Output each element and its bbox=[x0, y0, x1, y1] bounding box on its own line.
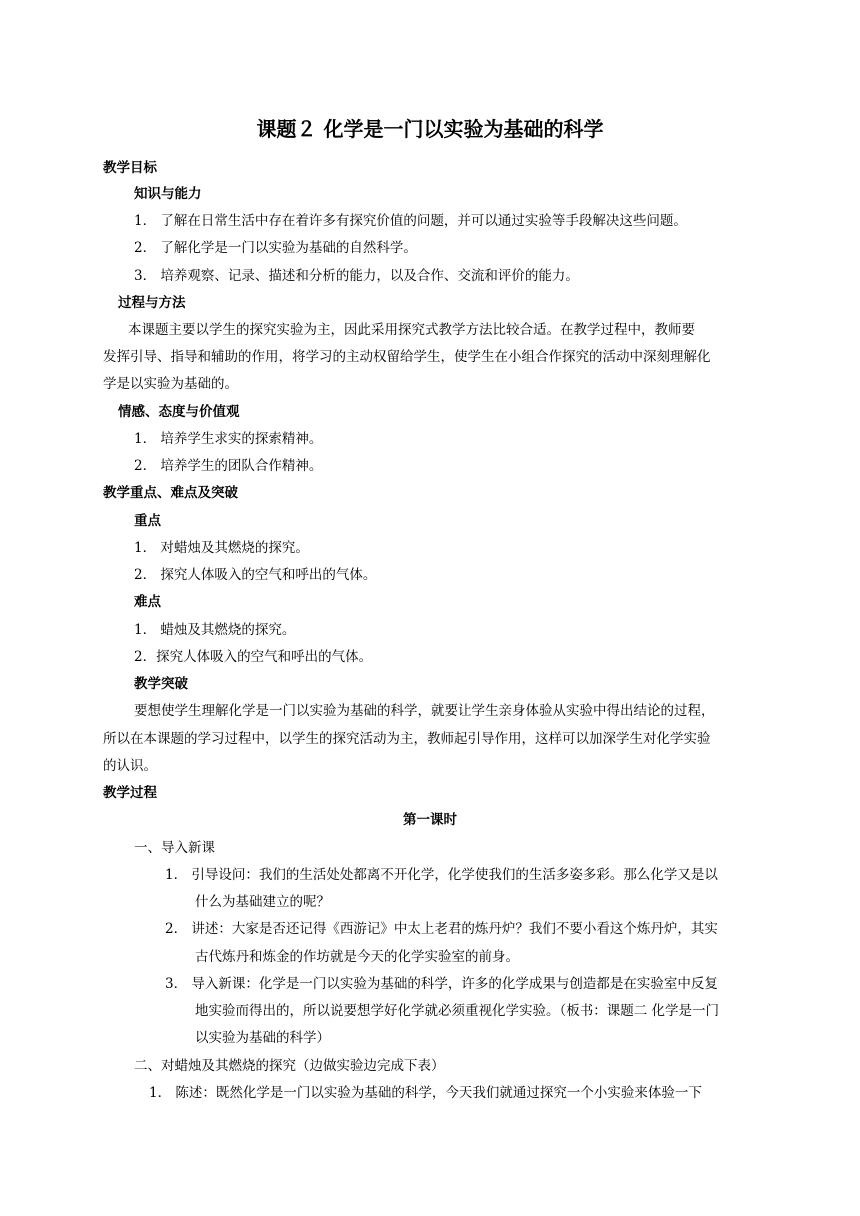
list-item: 2． 讲述：大家是否还记得《西游记》中太上老君的炼丹炉？我们不要小看这个炼丹炉，其实 bbox=[165, 921, 718, 937]
list-item-continuation: 以实验为基础的科学） bbox=[195, 1030, 330, 1046]
list-item: 2． 了解化学是一门以实验为基础的自然科学。 bbox=[134, 240, 417, 256]
list-item: 1． 引导设问：我们的生活处处都离不开化学，化学使我们的生活多姿多彩。那么化学又是以 bbox=[165, 867, 718, 883]
section-heading: 二、对蜡烛及其燃烧的探究（边做实验边完成下表） bbox=[134, 1058, 445, 1074]
list-item: 1． 了解在日常生活中存在着许多有探究价值的问题，并可以通过实验等手段解决这些问题。 bbox=[134, 213, 687, 229]
list-item: 1． 蜡烛及其燃烧的探究。 bbox=[134, 622, 296, 638]
heading-key-points: 教学重点、难点及突破 bbox=[103, 485, 238, 501]
subheading-process-method: 过程与方法 bbox=[118, 295, 186, 311]
subheading-difficulty: 难点 bbox=[134, 594, 161, 610]
list-item: 3． 培养观察、记录、描述和分析的能力，以及合作、交流和评价的能力。 bbox=[134, 268, 579, 284]
paragraph-line: 所以在本课题的学习过程中，以学生的探究活动为主，教师起引导作用，这样可以加深学生对化学实验 bbox=[103, 731, 711, 747]
list-item: 2． 培养学生的团队合作精神。 bbox=[134, 458, 323, 474]
list-item: 2．探究人体吸入的空气和呼出的气体。 bbox=[134, 649, 373, 665]
paragraph-line: 本课题主要以学生的探究实验为主，因此采用探究式教学方法比较合适。在教学过程中，教师要 bbox=[128, 322, 695, 338]
list-item: 2． 探究人体吸入的空气和呼出的气体。 bbox=[134, 567, 377, 583]
subheading-attitude-values: 情感、态度与价值观 bbox=[118, 404, 240, 420]
list-item: 1． 培养学生求实的探索精神。 bbox=[134, 431, 323, 447]
list-item: 3． 导入新课：化学是一门以实验为基础的科学，许多的化学成果与创造都是在实验室中反复 bbox=[165, 976, 718, 992]
heading-teaching-process: 教学过程 bbox=[103, 785, 157, 801]
subheading-knowledge-ability: 知识与能力 bbox=[134, 186, 202, 202]
list-item-continuation: 古代炼丹和炼金的作坊就是今天的化学实验室的前身。 bbox=[195, 949, 519, 965]
paragraph-line: 发挥引导、指导和辅助的作用，将学习的主动权留给学生，使学生在小组合作探究的活动中深刻理解化 bbox=[103, 349, 711, 365]
document-title: 课题２ 化学是一门以实验为基础的科学 bbox=[256, 117, 604, 141]
subheading-breakthrough: 教学突破 bbox=[134, 676, 188, 692]
section-heading: 一、导入新课 bbox=[134, 840, 215, 856]
subheading-key: 重点 bbox=[134, 513, 161, 529]
paragraph-line: 的认识。 bbox=[103, 758, 157, 774]
heading-teaching-goals: 教学目标 bbox=[103, 160, 157, 176]
list-item: 1． 陈述：既然化学是一门以实验为基础的科学，今天我们就通过探究一个小实验来体验一下 bbox=[149, 1085, 702, 1101]
list-item: 1． 对蜡烛及其燃烧的探究。 bbox=[134, 540, 309, 556]
paragraph-line: 要想使学生理解化学是一门以实验为基础的科学，就要让学生亲身体验从实验中得出结论的过程， bbox=[134, 703, 715, 719]
section-first-lesson: 第一课时 bbox=[403, 812, 457, 828]
list-item-continuation: 地实验而得出的，所以说要想学好化学就必须重视化学实验。（板书：课题二 化学是一门 bbox=[195, 1003, 720, 1019]
list-item-continuation: 什么为基础建立的呢？ bbox=[195, 894, 330, 910]
paragraph-line: 学是以实验为基础的。 bbox=[103, 376, 238, 392]
